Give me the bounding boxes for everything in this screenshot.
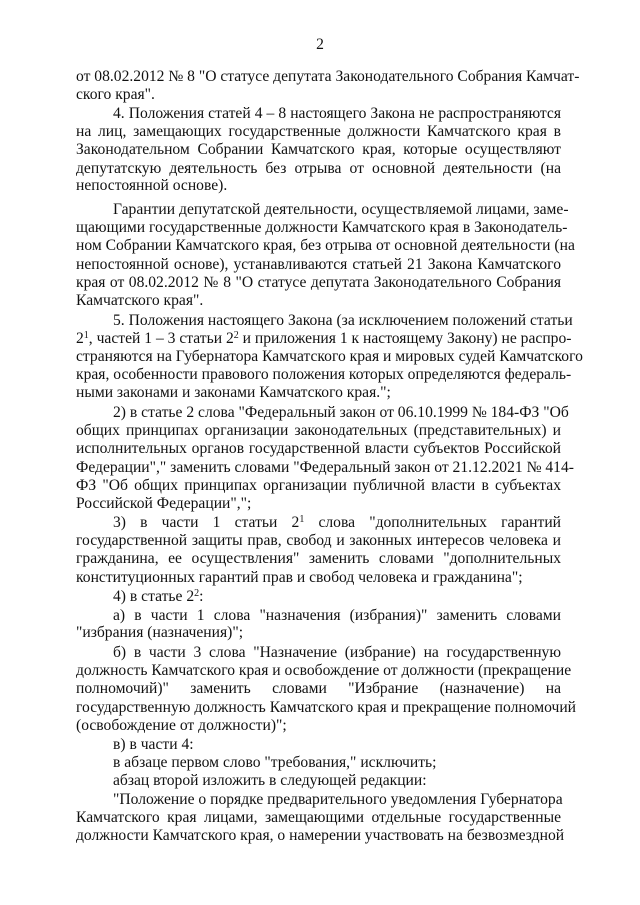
text-line: б) в части 3 слова "Назначение (избрание) на государственную [113, 644, 561, 662]
text-line [113, 513, 561, 532]
text-line: края, особенности правового положения которых определяются федераль- [76, 366, 572, 384]
text-line: исполнительных органов государственной власти субъектов Российской [76, 439, 561, 457]
text-line: Российской Федерации","; [76, 494, 252, 512]
text-fragment: 4) в статье 2 [113, 587, 195, 605]
text-line: щающими государственные должности Камчатского края в Законодатель- [76, 219, 568, 237]
text-line: а) в части 1 слова "назначения (избрания)" заменить словами [113, 606, 561, 624]
text-fragment: : [199, 587, 204, 605]
text-line: Гарантии депутатской деятельности, осуществляемой лицами, заме- [113, 201, 569, 219]
text-line: на лиц, замещающих государственные должности Камчатского края в [76, 122, 561, 140]
superscript: 2 [194, 587, 200, 599]
text-line [76, 329, 572, 348]
text-line: государственной защиты прав, свобод и законных интересов человека и [76, 532, 561, 550]
text-fragment: 3) в части 1 статьи 2 [113, 514, 300, 532]
text-line: должность Камчатского края и освобождение от должности (прекращение [76, 662, 572, 679]
text-line: 5. Положения настоящего Закона (за исключением положений статьи [113, 311, 573, 329]
text-line: депутатскую деятельность без отрыва от основной деятельности (на [76, 159, 561, 177]
text-fragment: , частей 1 – 3 статьи 2 [88, 329, 234, 347]
text-line: конституционных гарантий прав и свобод человека и гражданина"; [76, 568, 523, 586]
superscript: 1 [299, 514, 305, 526]
text-line: 4. Положения статей 4 – 8 настоящего Закона не распространяются [113, 104, 561, 122]
superscript: 2 [233, 329, 239, 341]
text-line [113, 587, 561, 606]
text-line: ФЗ "Об общих принципах организации публичной власти в субъектах [76, 476, 561, 494]
text-line: общих принципах организации законодательных (представительных) и [76, 421, 561, 439]
text-line: в) в части 4: [113, 736, 194, 754]
text-line: страняются на Губернатора Камчатского края и мировых судей Камчатского [76, 348, 583, 366]
text-line: ном Собрании Камчатского края, без отрыва от основной деятельности (на [76, 237, 575, 255]
superscript: 1 [83, 329, 89, 341]
text-line: 2) в статье 2 слова "Федеральный закон от 06.10.1999 № 184-ФЗ "Об [113, 403, 569, 421]
text-line: Законодательном Собрании Камчатского края, которые осуществляют [76, 140, 561, 158]
text-line: "избрания (назначения)"; [76, 624, 244, 642]
text-line: абзац второй изложить в следующей редакции: [113, 772, 427, 790]
text-line: ными законами и законами Камчатского края."; [76, 384, 391, 402]
text-fragment: 2 [76, 329, 84, 347]
text-line: непостоянной основе), устанавливаются статьей 21 Закона Камчатского [76, 256, 561, 273]
text-line: в абзаце первом слово "требования," исключить; [113, 754, 437, 772]
page-number: 2 [316, 36, 324, 53]
text-line: от 08.02.2012 № 8 "О статусе депутата Законодательного Собрания Камчат- [76, 68, 580, 85]
text-line: Федерации"," заменить словами "Федеральный закон от 21.12.2021 № 414- [76, 458, 574, 476]
text-fragment: и приложения 1 к настоящему Закону) не распро- [238, 329, 572, 347]
text-line: Камчатского края". [76, 291, 204, 309]
text-line: Камчатского края лицами, замещающими отдельные государственные [76, 809, 561, 827]
text-line: (освобождение от должности)"; [76, 716, 287, 734]
text-line: края от 08.02.2012 № 8 "О статусе депутата Законодательного Собрания [76, 274, 561, 291]
text-line: государственную должность Камчатского края и прекращение полномочий [76, 698, 577, 716]
text-line: гражданина, ее осуществления" заменить словами "дополнительных [76, 550, 561, 568]
text-line: полномочий)" заменить словами "Избрание (назначение) на [76, 680, 561, 697]
text-fragment: слова "дополнительных гарантий [304, 514, 562, 532]
text-line: ского края". [76, 85, 155, 103]
text-line: непостоянной основе). [76, 177, 228, 195]
text-line: "Положение о порядке предварительного уведомления Губернатора [113, 791, 563, 809]
text-line: должности Камчатского края, о намерении участвовать на безвозмездной [76, 827, 565, 844]
